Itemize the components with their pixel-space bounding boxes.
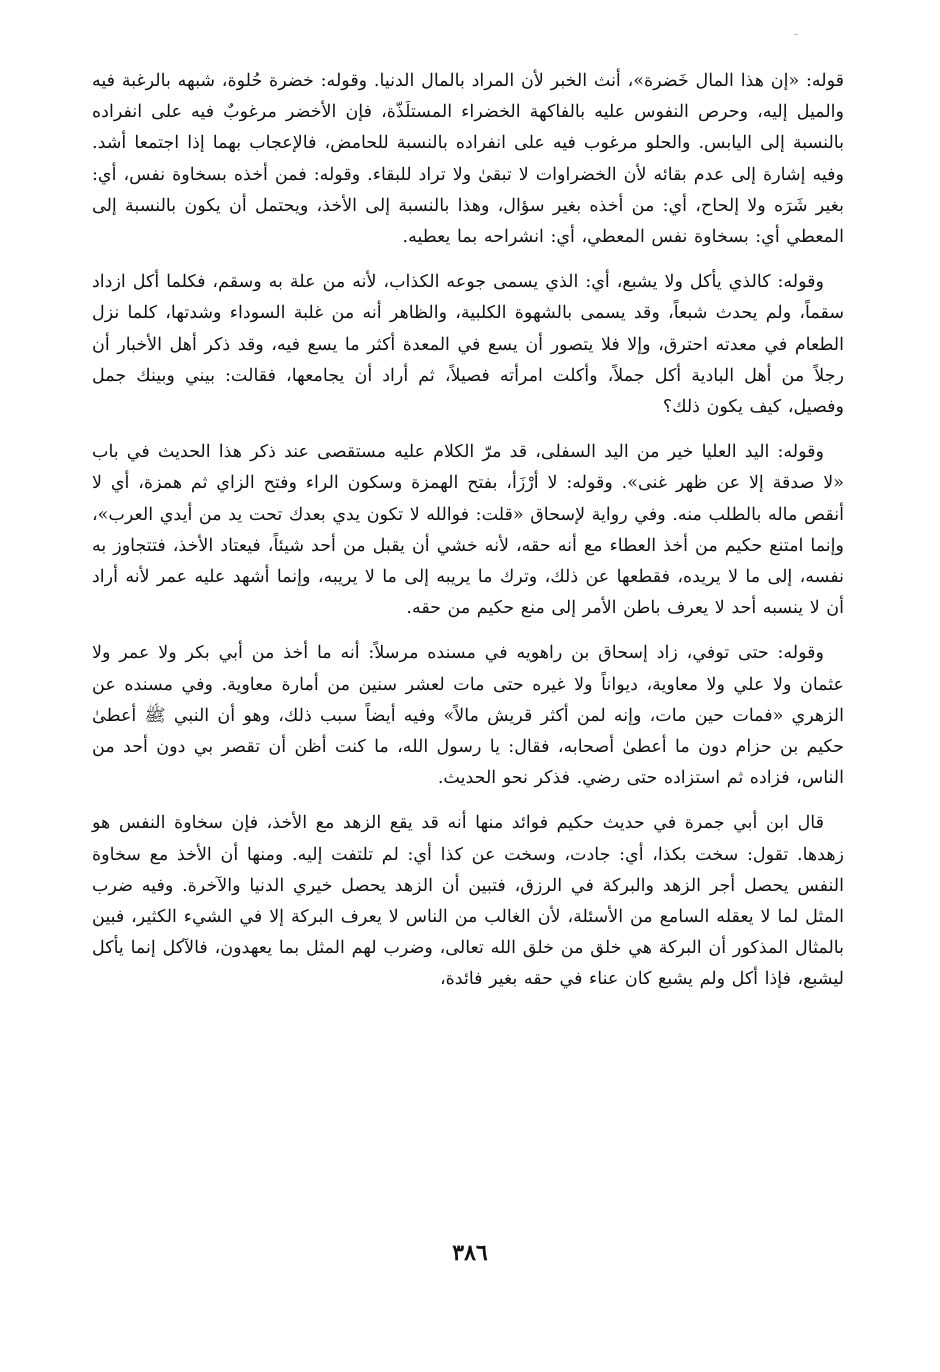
paragraph-4: وقوله: حتى توفي، زاد إسحاق بن راهويه في مسنده مرسلاً: أنه ما أخذ من أبي بكر ولا عمر ولا عثمان ولا علي ولا معاوية، ديواناً ولا غيره حتى مات لعشر سنين من أمارة معاوية. وفي مسنده عن الزهري «فمات حين مات، وإنه لمن أكثر قريش مالاً» وفيه أيضاً سبب ذلك، وهو أن النبي ﷺ أعطىٰ حكيم بن حزام دون ما أعطىٰ أصحابه، فقال: يا رسول الله، ما كنت أظن أن تقصر بي دون أحد من الناس، فزاده ثم استزاده حتى رضي. فذكر نحو الحديث.: [92, 643, 844, 789]
paragraph-1: قوله: «إن هذا المال خَضرة»، أنث الخبر لأن المراد بالمال الدنيا. وقوله: خضرة حُلوة، شبهه بالرغبة فيه والميل إليه، وحرص النفوس عليه بالفاكهة الخضراء المستلَذّة، فإن الأخضر مرغوبٌ فيه على انفراده بالنسبة إلى اليابس. والحلو مرغوب فيه على انفراده بالنسبة للحامض، فالإعجاب بهما إذا اجتمعا أشد. وفيه إشارة إلى عدم بقائه لأن الخضراوات لا تبقىٰ ولا تراد للبقاء. وقوله: فمن أخذه بسخاوة نفس، أي: بغير شَرَه ولا إلحاح، أي: من أخذه بغير سؤال، وهذا بالنسبة إلى الأخذ، ويحتمل أن يكون بالنسبة إلى المعطي أي: بسخاوة نفس المعطي، أي: انشراحه بما يعطيه.: [92, 71, 844, 248]
page-body: [92, 66, 844, 1010]
paragraph-5: قال ابن أبي جمرة في حديث حكيم فوائد منها أنه قد يقع الزهد مع الأخذ، فإن سخاوة النفس هو زهدها. تقول: سخت بكذا، أي: جادت، وسخت عن كذا أي: لم تلتفت إليه. ومنها أن الأخذ مع سخاوة النفس يحصل أجر الزهد والبركة في الرزق، فتبين أن الزهد يحصل خيري الدنيا والآخرة. وفيه ضرب المثل لما لا يعقله السامع من الأسئلة، لأن الغالب من الناس لا يعرف البركة إلا في الشيء الكثير، فبين بالمثال المذكور أن البركة هي خلق من خلق الله تعالى، وضرب لهم المثل بما يعهدون، فالآكل إنما يأكل ليشبع، فإذا أكل ولم يشبع كان عناء في حقه بغير فائدة،: [92, 813, 844, 990]
paragraph-3: وقوله: اليد العليا خير من اليد السفلى، قد مرّ الكلام عليه مستقصى عند ذكر هذا الحديث في باب «لا صدقة إلا عن ظهر غنى». وقوله: لا أرْزَأ، بفتح الهمزة وسكون الراء وفتح الزاي ثم همزة، أي لا أنقص ماله بالطلب منه. وفي رواية لإسحاق «قلت: فوالله لا تكون يدي بعدك تحت يد من أيدي العرب»، وإنما امتنع حكيم من أخذ العطاء مع أنه حقه، لأنه خشي أن يقبل من أحد شيئاً، فيعتاد الأخذ، فتتجاوز به نفسه، إلى ما لا يريده، فقطعها عن ذلك، وترك ما يريبه إلى ما لا يريبه، وإنما أشهد عليه عمر لأنه أراد أن لا ينسبه أحد لا يعرف باطن الأمر إلى منع حكيم من حقه.: [92, 442, 844, 619]
scan-speck: [794, 34, 798, 35]
page-number: ٣٨٦: [452, 1240, 488, 1266]
paragraph-2: وقوله: كالذي يأكل ولا يشبع، أي: الذي يسمى جوعه الكذاب، لأنه من علة به وسقم، فكلما أكل ازداد سقماً، ولم يحدث شبعاً، وقد يسمى بالشهوة الكلبية، والظاهر أنه من غلبة السوداء وشدتها، كلما نزل الطعام في معدته احترق، وإلا فلا يتصور أن يسع في المعدة أكثر ما يسع فيه، وقد ذكر أهل الأخبار أن رجلاً من أهل البادية أكل جملاً، وأكلت امرأته فصيلاً، ثم أراد أن يجامعها، فقالت: بيني وبينك جمل وفصيل، كيف يكون ذلك؟: [92, 272, 844, 418]
